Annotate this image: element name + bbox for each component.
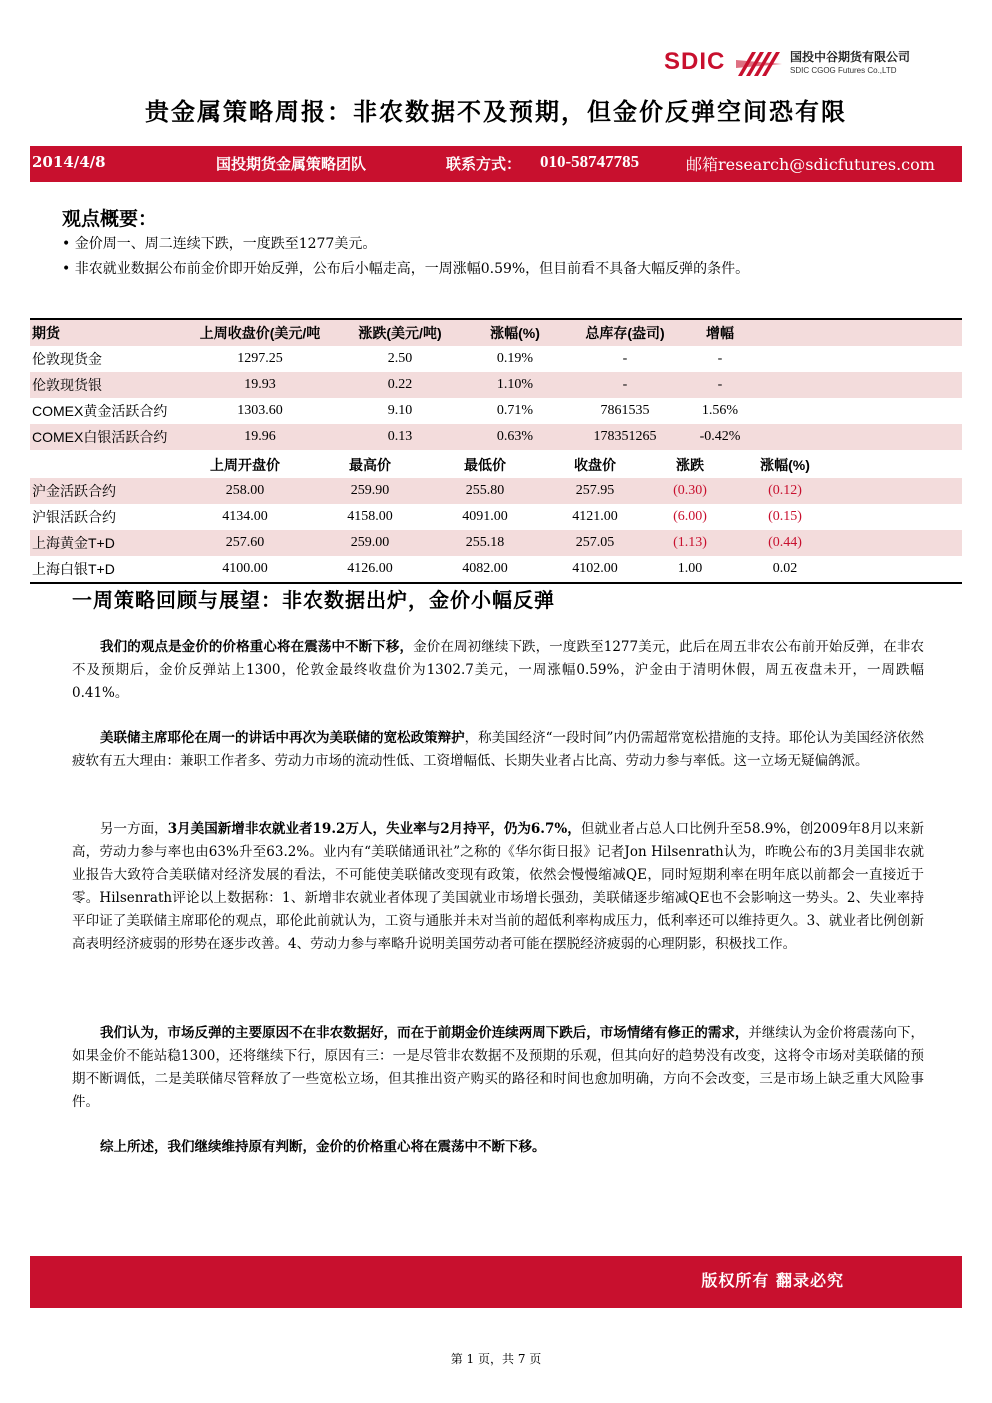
team-name: 国投期货金属策略团队 [216, 155, 367, 173]
report-title: 贵金属策略周报：非农数据不及预期，但金价反弹空间恐有限 [145, 97, 847, 126]
paragraph-text: 并继续认为金价将震荡向下，如果金价不能站稳1300，还将继续下行，原因有三：一是尽管非农数据不及预期的乐观，但其向好的趋势没有改变，这将令市场对美联储的预期不断调低，二是美联储尽管释放了一些宽松立场，但其推出资产购买的路径和时间也愈加明确，方向不会改变，三是市场上缺乏重大风险事件。 [72, 1025, 925, 1110]
table-cell: 4134.00 [222, 509, 268, 524]
table-cell: -0.42% [699, 429, 741, 444]
table-row [30, 398, 962, 424]
table-cell: 259.90 [350, 483, 390, 498]
table-row [30, 504, 962, 530]
table-cell: 19.96 [244, 429, 276, 444]
table-cell: 4126.00 [347, 561, 393, 576]
table-header: 总库存(盎司) [585, 325, 665, 341]
page-number: 第 1 页，共 7 页 [450, 1352, 542, 1366]
table-header: 最低价 [464, 457, 506, 473]
logo-mark: SDIC [664, 48, 726, 75]
contact-phone: 010-58747785 [540, 152, 640, 171]
table-header: 涨幅(%) [490, 325, 540, 341]
table-cell: 255.18 [465, 535, 505, 550]
paragraph-text: 另一方面， [100, 821, 168, 837]
paragraph-bold: 综上所述，我们继续维持原有判断，金价的价格重心将在震荡中不断下移。 [100, 1139, 546, 1155]
paragraph-bold: 我们认为，市场反弹的主要原因不在非农数据好，而在于前期金价连续两周下跌后，市场情绪有修正的需求， [100, 1025, 749, 1041]
table-cell: (0.30) [673, 483, 707, 498]
table-header: 收盘价 [574, 457, 616, 473]
header-bar [30, 146, 962, 182]
table-row [30, 478, 962, 504]
table-header: 涨跌(美元/吨) [358, 325, 442, 341]
table-cell: 0.22 [387, 377, 413, 392]
table-cell: 0.19% [496, 351, 534, 366]
table-row [30, 424, 962, 450]
table-cell: 257.60 [225, 535, 265, 550]
table-cell: 1303.60 [237, 403, 283, 418]
table-cell: 0.13 [387, 429, 413, 444]
summary-title: 观点概要： [62, 208, 158, 230]
table-cell: 257.95 [575, 483, 615, 498]
table-header-row [30, 452, 962, 478]
table-cell: 上海白银T+D [32, 561, 115, 577]
table-cell: 0.71% [496, 403, 534, 418]
table-header: 上周收盘价(美元/吨 [199, 325, 321, 341]
paragraph-bold: 我们的观点是金价的价格重心将在震荡中不断下移， [100, 639, 414, 655]
paragraph-4 [72, 1022, 924, 1114]
table-header: 增幅 [706, 325, 734, 341]
table-cell: 4121.00 [572, 509, 618, 524]
table-cell: - [622, 351, 628, 366]
table-cell: (0.12) [768, 483, 802, 498]
table-row [30, 530, 962, 556]
summary-bullet: • 金价周一、周二连续下跌，一度跌至1277美元。 [62, 236, 377, 252]
table-header: 涨幅(%) [760, 457, 810, 473]
paragraph-5 [72, 1136, 924, 1159]
futures-table [30, 318, 962, 450]
paragraph-2 [72, 727, 924, 773]
contact-email[interactable]: 邮箱research@sdicfutures.com [686, 155, 935, 174]
table-header [30, 452, 180, 478]
paragraph-text: ，称美国经济“一段时间”内仍需超常宽松措施的支持。耶伦认为美国经济依然疲软有五大理由：兼职工作者多、劳动力市场的流动性低、工资增幅低、长期失业者占比高、劳动力参与率低。这一立场无疑偏鸽派。 [72, 730, 925, 769]
table-cell: 0.02 [772, 561, 798, 576]
table-header: 最高价 [349, 457, 391, 473]
table-cell: (1.13) [673, 535, 707, 550]
logo-stripes-icon [736, 50, 782, 78]
table-cell: 沪金活跃合约 [32, 483, 116, 499]
table-cell: (0.15) [768, 509, 802, 524]
table-cell: - [717, 377, 723, 392]
table-cell: 伦敦现货银 [32, 377, 102, 393]
table-cell: COMEX黄金活跃合约 [32, 403, 168, 419]
table-cell: 伦敦现货金 [32, 351, 102, 367]
table-cell: - [717, 351, 723, 366]
table-cell: 1.56% [701, 403, 739, 418]
footer-bar [30, 1256, 962, 1308]
table-cell: 9.10 [387, 403, 413, 418]
paragraph-bold: 3月美国新增非农就业者19.2万人，失业率与2月持平，仍为6.7%， [167, 821, 581, 837]
table-cell: 4091.00 [462, 509, 508, 524]
paragraph-text: 金价在周初继续下跌，一度跌至1277美元，此后在周五非农公布前开始反弹，在非农不及预期后，金价反弹站上1300，伦敦金最终收盘价为1302.7美元，一周涨幅0.59%，沪金由于清明休假，周五夜盘未开，一周跌幅0.41%。 [72, 639, 925, 701]
table-cell: 1.00 [677, 561, 703, 576]
table-cell: (0.44) [768, 535, 802, 550]
paragraph-text: 但就业者占总人口比例升至58.9%，创2009年8月以来新高，劳动力参与率也由63%升至63.2%。业内有“美联储通讯社”之称的《华尔街日报》记者Jon Hilsenrath认为，昨晚公布的3月美国非农就业报告大致符合美联储对经济发展的看法，不可能使美联储改变现有政策，依然会慢慢缩减QE，同时短期利率在明年底以前都会一直接近于零。Hilsenrath评论以上数据称：1、新增非农就业者体现了美国就业市场增长强劲，美联储逐步缩减QE也不会影响这一势头。2、失业率持平印证了美联储主席耶伦的观点，耶伦此前就认为，工资与通胀并未对当前的超低利率构成压力，低利率还可以维持更久。3、就业者比例创新高表明经济疲弱的形势在逐步改善。4、劳动力参与率略升说明美国劳动者可能在摆脱经济疲弱的心理阴影，积极找工作。 [72, 821, 924, 952]
table-cell: 259.00 [350, 535, 390, 550]
table-cell: 4082.00 [462, 561, 508, 576]
table-cell: 255.80 [465, 483, 505, 498]
report-date: 2014/4/8 [32, 153, 106, 171]
table-cell: 178351265 [593, 429, 657, 444]
table-row [30, 556, 962, 583]
contact-label: 联系方式： [446, 155, 522, 173]
paragraph-1 [72, 636, 924, 705]
logo-company-en: SDIC CGOG Futures Co.,LTD [790, 66, 897, 75]
paragraph-bold: 美联储主席耶伦在周一的讲话中再次为美联储的宽松政策辩护 [100, 730, 465, 746]
table-header: 上周开盘价 [210, 457, 280, 473]
table-cell: 19.93 [244, 377, 276, 392]
table-cell: 沪银活跃合约 [32, 509, 116, 525]
table-header: 涨跌 [676, 457, 704, 473]
table-cell: COMEX白银活跃合约 [32, 429, 168, 445]
spot-table [30, 452, 962, 584]
table-cell: (6.00) [673, 509, 707, 524]
table-row [30, 346, 962, 372]
table-cell: 4158.00 [347, 509, 393, 524]
table-cell: 1.10% [496, 377, 534, 392]
table-row [30, 372, 962, 398]
section-title: 一周策略回顾与展望：非农数据出炉，金价小幅反弹 [72, 588, 555, 612]
summary-bullet: • 非农就业数据公布前金价即开始反弹，公布后小幅走高，一周涨幅0.59%，但目前看不具备大幅反弹的条件。 [62, 261, 750, 277]
table-cell: 1297.25 [237, 351, 283, 366]
company-logo [664, 46, 939, 82]
table-cell: 258.00 [225, 483, 265, 498]
table-cell: 257.05 [575, 535, 615, 550]
table-cell: 7861535 [600, 403, 650, 418]
table-cell: 4100.00 [222, 561, 268, 576]
paragraph-3 [72, 818, 924, 956]
logo-company-cn: 国投中谷期货有限公司 [790, 50, 911, 64]
table-cell: 0.63% [496, 429, 534, 444]
table-cell: 4102.00 [572, 561, 618, 576]
table-header: 期货 [32, 325, 60, 341]
table-header-row [30, 319, 962, 346]
table-cell: 上海黄金T+D [32, 535, 115, 551]
copyright-text: 版权所有 翻录必究 [701, 1271, 844, 1290]
table-cell: 2.50 [387, 351, 413, 366]
table-cell: - [622, 377, 628, 392]
